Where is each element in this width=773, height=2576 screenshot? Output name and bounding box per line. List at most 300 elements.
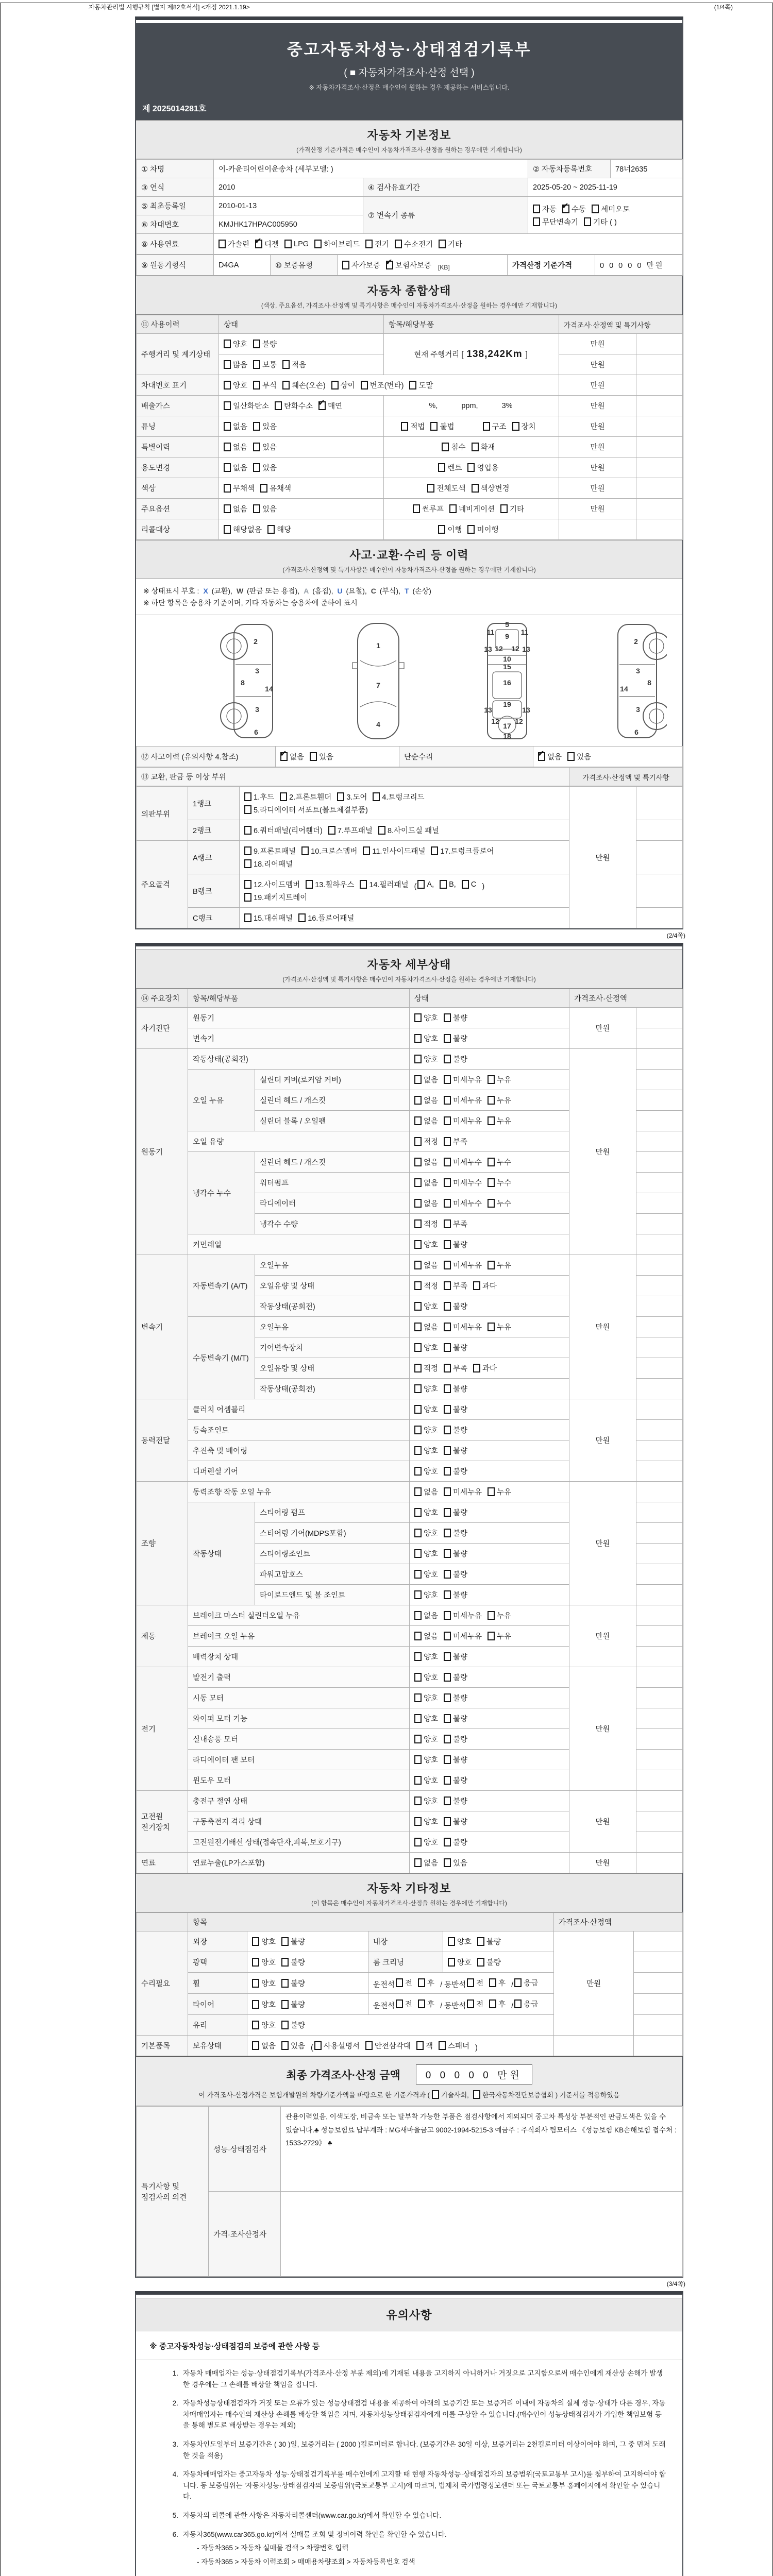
checkbox-option[interactable] bbox=[414, 1651, 438, 1662]
device-item: 원동기 bbox=[188, 1008, 410, 1028]
checkbox-label: 불량 bbox=[291, 2001, 306, 2009]
checkbox-option[interactable] bbox=[473, 1280, 497, 1291]
checkbox-option[interactable] bbox=[413, 503, 444, 514]
checkbox-option[interactable] bbox=[444, 1218, 467, 1229]
checkbox-option[interactable] bbox=[414, 1528, 438, 1538]
checkbox-option[interactable] bbox=[414, 1321, 438, 1332]
checkbox-option[interactable] bbox=[224, 483, 255, 494]
checkbox-option[interactable] bbox=[488, 1321, 511, 1332]
checkbox-option[interactable] bbox=[431, 845, 494, 856]
checkbox-option[interactable] bbox=[444, 1672, 467, 1683]
checkbox-box bbox=[488, 1178, 495, 1187]
checkbox-option[interactable] bbox=[444, 1301, 467, 1312]
checkbox-box bbox=[467, 525, 475, 534]
checkbox-label: 한국자동차진단보증협회 bbox=[482, 2091, 553, 2099]
checkbox-option[interactable] bbox=[444, 1404, 467, 1415]
checkbox-checked[interactable] bbox=[255, 239, 279, 249]
checkbox-option[interactable] bbox=[244, 845, 296, 856]
checkbox-option[interactable] bbox=[260, 483, 291, 494]
item-label: 유리 bbox=[188, 2015, 247, 2036]
checkbox-label: 적음 bbox=[292, 361, 307, 369]
checkbox-option[interactable] bbox=[252, 1999, 276, 2010]
checkbox-option[interactable] bbox=[253, 421, 277, 432]
checkbox-box bbox=[417, 880, 425, 889]
checkbox-option[interactable] bbox=[416, 2040, 433, 2051]
checkbox-option[interactable] bbox=[417, 880, 434, 889]
checkbox-option[interactable] bbox=[500, 503, 524, 514]
checkbox-option[interactable] bbox=[306, 879, 354, 890]
checkbox-option[interactable] bbox=[253, 442, 277, 452]
checkbox-option[interactable] bbox=[401, 421, 425, 432]
checkbox-option[interactable] bbox=[244, 825, 323, 836]
checkbox-box bbox=[414, 1611, 422, 1620]
checkbox-option[interactable] bbox=[488, 1260, 511, 1270]
checkbox-option[interactable] bbox=[365, 239, 389, 249]
checkbox-checked[interactable] bbox=[386, 260, 431, 270]
checkbox-option[interactable] bbox=[567, 751, 591, 762]
checkbox-option[interactable] bbox=[444, 1280, 467, 1291]
checkbox-option[interactable] bbox=[448, 1957, 472, 1968]
checkbox-option[interactable] bbox=[444, 1816, 467, 1827]
section-title: 자동차 종합상태 bbox=[367, 284, 451, 297]
checkbox-option[interactable] bbox=[533, 216, 578, 227]
checkbox-option[interactable] bbox=[244, 791, 274, 802]
checkbox-label: 무채색 bbox=[233, 485, 255, 493]
checkbox-option[interactable] bbox=[444, 1095, 482, 1106]
checkbox-option[interactable] bbox=[414, 1095, 438, 1106]
checkbox-option[interactable] bbox=[396, 1998, 412, 2009]
checkbox-option[interactable] bbox=[444, 1569, 467, 1580]
checkbox-option[interactable] bbox=[514, 1977, 538, 1988]
checkbox-option[interactable] bbox=[414, 1837, 438, 1848]
checkbox-option[interactable] bbox=[244, 879, 300, 890]
checkbox-label: 없음 bbox=[424, 1179, 439, 1188]
checkbox-option[interactable] bbox=[224, 359, 247, 370]
checkbox-box bbox=[253, 504, 260, 513]
checkbox-label: 기술사회, bbox=[441, 2091, 469, 2099]
checkbox-option[interactable] bbox=[252, 1936, 276, 1947]
checkbox-option[interactable] bbox=[414, 1342, 438, 1353]
checkbox-option[interactable] bbox=[414, 1569, 438, 1580]
checkbox-option[interactable] bbox=[314, 239, 360, 249]
remarks-cell bbox=[636, 416, 683, 437]
checkbox-label: 자동 bbox=[542, 205, 557, 214]
checkbox-box bbox=[500, 504, 508, 513]
checkbox-option[interactable] bbox=[467, 524, 498, 535]
mirror-icon bbox=[352, 663, 358, 669]
checkbox-option[interactable] bbox=[449, 503, 495, 514]
checkbox-label: 6.쿼터패널(리어휀더) bbox=[254, 827, 323, 835]
checkbox-option[interactable] bbox=[224, 503, 247, 514]
checkbox-option[interactable] bbox=[444, 1651, 467, 1662]
checkbox-option[interactable] bbox=[477, 1957, 501, 1968]
checkbox-option[interactable] bbox=[439, 2040, 469, 2051]
checkbox-option[interactable] bbox=[414, 1775, 438, 1786]
checkbox-label: 해당없음 bbox=[233, 526, 262, 534]
state-cell bbox=[247, 1994, 368, 2015]
checkbox-label: 적정 bbox=[424, 1282, 439, 1291]
checkbox-option[interactable] bbox=[342, 260, 380, 270]
checkbox-option[interactable] bbox=[253, 359, 277, 370]
checkbox-option[interactable] bbox=[444, 1383, 467, 1394]
checkbox-option[interactable] bbox=[488, 1095, 511, 1106]
checkbox-option[interactable] bbox=[331, 380, 355, 391]
checkbox-option[interactable] bbox=[414, 1548, 438, 1559]
checkbox-option[interactable] bbox=[414, 1631, 438, 1641]
checkbox-option[interactable] bbox=[444, 1136, 467, 1147]
checkbox-option[interactable] bbox=[489, 1977, 506, 1988]
checkbox-label: 1.후드 bbox=[254, 793, 275, 802]
checkbox-box bbox=[281, 1979, 289, 1988]
checkbox-option[interactable] bbox=[365, 2040, 411, 2051]
checkbox-option[interactable] bbox=[477, 1936, 501, 1947]
checkbox-option[interactable] bbox=[414, 1734, 438, 1744]
diagram-part-number: 11 bbox=[486, 628, 495, 636]
checkbox-box bbox=[252, 1937, 259, 1946]
checkbox-box bbox=[414, 1302, 422, 1311]
checkbox-option[interactable] bbox=[472, 442, 495, 452]
checkbox-label: 불량 bbox=[453, 1014, 468, 1023]
checkbox-label: 불량 bbox=[291, 1979, 306, 1988]
checkbox-option[interactable] bbox=[414, 1074, 438, 1085]
checkbox-box bbox=[414, 1714, 422, 1723]
checkbox-option[interactable] bbox=[467, 1977, 483, 1988]
checkbox-option[interactable] bbox=[414, 1363, 438, 1374]
state-cell bbox=[219, 437, 384, 457]
checkbox-box bbox=[281, 2000, 289, 2009]
checkbox-option[interactable] bbox=[444, 1054, 467, 1064]
checkbox-box bbox=[427, 484, 434, 493]
checkbox-option[interactable] bbox=[414, 1692, 438, 1703]
checkbox-box bbox=[224, 401, 231, 410]
checkbox-option[interactable] bbox=[414, 1507, 438, 1518]
checkbox-box bbox=[444, 1096, 451, 1105]
checkbox-option[interactable] bbox=[253, 503, 277, 514]
checkbox-option[interactable] bbox=[414, 1610, 438, 1621]
checkbox-option[interactable] bbox=[444, 1713, 467, 1724]
checkbox-option[interactable] bbox=[418, 1977, 434, 1988]
checkbox-option[interactable] bbox=[282, 380, 326, 391]
warranty-note: [KB] bbox=[438, 264, 450, 271]
checkbox-option[interactable] bbox=[281, 2040, 305, 2051]
checkbox-option[interactable] bbox=[444, 1260, 482, 1270]
remarks-cell bbox=[636, 1544, 683, 1564]
checkbox-option[interactable] bbox=[224, 380, 247, 391]
checkbox-option[interactable] bbox=[444, 1425, 467, 1435]
checkbox-checked[interactable] bbox=[538, 751, 562, 762]
inspector-opinion-text: 관용이력있음, 이색도장, 비금속 또는 탈부착 가능한 부품은 점검사항에서 제외되며 중고차 특성상 부분적인 판금도색은 있을 수 있습니다.♣ 성능보험료 납부계좌 : MG새마을금고 9002-1994-5215-3 예금주 : 주식회사 팀모터스 《성능보험 KB손해보험 접수처 : 1533-2729》 ♣ bbox=[281, 2107, 683, 2192]
checkbox-option[interactable] bbox=[414, 1280, 438, 1291]
checkbox-option[interactable] bbox=[284, 240, 309, 248]
col-state: 상태 bbox=[219, 315, 384, 334]
checkbox-box bbox=[512, 422, 519, 431]
checkbox-option[interactable] bbox=[373, 791, 424, 802]
checkbox-option[interactable] bbox=[489, 1998, 506, 2009]
checkbox-option[interactable] bbox=[444, 1445, 467, 1456]
checkbox-box bbox=[444, 1137, 451, 1146]
checkbox-option[interactable] bbox=[414, 1672, 438, 1683]
checkbox-option[interactable] bbox=[414, 1136, 438, 1147]
checkbox-box bbox=[488, 1632, 495, 1640]
checkbox-label: 렌트 bbox=[447, 464, 462, 472]
checkbox-box bbox=[444, 1714, 451, 1723]
checkbox-option[interactable] bbox=[444, 1177, 482, 1188]
checkbox-option[interactable] bbox=[244, 892, 307, 903]
checkbox-box bbox=[275, 401, 282, 410]
checkbox-option[interactable] bbox=[444, 1321, 482, 1332]
checkbox-option[interactable] bbox=[244, 804, 368, 815]
checkbox-label: 스패너 bbox=[447, 2042, 470, 2050]
checkbox-box bbox=[414, 1755, 422, 1764]
device-state bbox=[410, 1296, 569, 1317]
checkbox-label: 없음 bbox=[424, 1097, 439, 1105]
checkbox-label: 이행 bbox=[447, 526, 462, 534]
checkbox-checked[interactable] bbox=[280, 751, 304, 762]
checkbox-label: 색상변경 bbox=[480, 485, 510, 493]
checkbox-option[interactable] bbox=[472, 483, 510, 494]
device-state bbox=[410, 1358, 569, 1379]
checkbox-option[interactable] bbox=[444, 1775, 467, 1786]
checkbox-option[interactable] bbox=[414, 1033, 438, 1044]
checkbox-option[interactable] bbox=[444, 1507, 467, 1518]
notice-text: 자동차의 리콜에 관한 사항은 자동차리콜센터(www.car.go.kr)에서 확인할 수 있습니다. bbox=[183, 2511, 442, 2519]
checkbox-option[interactable] bbox=[414, 1115, 438, 1126]
status-code-letter: U bbox=[337, 587, 343, 595]
checkbox-option[interactable] bbox=[473, 1363, 497, 1374]
checkbox-option[interactable] bbox=[488, 1177, 511, 1188]
checkbox-option[interactable] bbox=[444, 1342, 467, 1353]
checkbox-option[interactable] bbox=[439, 239, 462, 249]
checkbox-option[interactable] bbox=[361, 380, 404, 391]
checkbox-option[interactable] bbox=[448, 1936, 472, 1947]
checkbox-box bbox=[224, 525, 231, 534]
checkbox-option[interactable] bbox=[444, 1157, 482, 1167]
checkbox-option[interactable] bbox=[281, 1936, 305, 1947]
checkbox-label: C bbox=[470, 880, 477, 889]
checkbox-option[interactable] bbox=[363, 845, 425, 856]
checkbox-option[interactable] bbox=[418, 1998, 434, 2009]
checkbox-label: 양호 bbox=[424, 1385, 439, 1394]
checkbox-option[interactable] bbox=[244, 912, 293, 923]
checkbox-option[interactable] bbox=[444, 1610, 482, 1621]
checkbox-option[interactable] bbox=[444, 1198, 482, 1209]
checkbox-option[interactable] bbox=[244, 858, 293, 869]
checkbox-label: 양호 bbox=[424, 1653, 439, 1662]
checkbox-option[interactable] bbox=[360, 879, 408, 890]
checkbox-option[interactable] bbox=[224, 524, 262, 535]
checkbox-option[interactable] bbox=[414, 1239, 438, 1250]
checkbox-box bbox=[298, 913, 306, 922]
checkbox-option[interactable] bbox=[414, 1816, 438, 1827]
checkbox-box bbox=[401, 422, 408, 431]
rank-items bbox=[240, 841, 569, 874]
rank-items bbox=[240, 787, 569, 820]
checkbox-option[interactable] bbox=[444, 1548, 467, 1559]
checkbox-option[interactable] bbox=[414, 1445, 438, 1456]
checkbox-option[interactable] bbox=[395, 239, 433, 249]
checkbox-option[interactable] bbox=[473, 2090, 553, 2099]
section-basic-info bbox=[136, 120, 682, 159]
checkbox-checked[interactable] bbox=[562, 204, 586, 214]
checkbox-option[interactable] bbox=[414, 1218, 438, 1229]
remarks-cell bbox=[636, 1358, 683, 1379]
checkbox-option[interactable] bbox=[467, 1998, 483, 2009]
checkbox-option[interactable] bbox=[219, 239, 249, 249]
checkbox-option[interactable] bbox=[467, 462, 498, 473]
checkbox-option[interactable] bbox=[592, 204, 630, 214]
checkbox-option[interactable] bbox=[275, 400, 313, 411]
checkbox-option[interactable] bbox=[444, 1528, 467, 1538]
device-item: 워터펌프 bbox=[255, 1173, 410, 1193]
checkbox-option[interactable] bbox=[444, 1837, 467, 1848]
checkbox-option[interactable] bbox=[444, 1631, 482, 1641]
checkbox-option[interactable] bbox=[414, 1301, 438, 1312]
checkbox-checked[interactable] bbox=[318, 400, 342, 411]
checkbox-option[interactable] bbox=[396, 1977, 412, 1988]
checkbox-option[interactable] bbox=[440, 880, 456, 889]
checkbox-option[interactable] bbox=[514, 1998, 538, 2009]
checkbox-option[interactable] bbox=[337, 791, 367, 802]
checkbox-option[interactable] bbox=[253, 338, 277, 349]
checkbox-option[interactable] bbox=[281, 2020, 305, 2030]
checkbox-option[interactable] bbox=[444, 1033, 467, 1044]
checkbox-option[interactable] bbox=[438, 524, 462, 535]
checkbox-label: 침수 bbox=[451, 444, 466, 452]
part-cell bbox=[384, 478, 559, 499]
checkbox-option[interactable] bbox=[488, 1074, 511, 1085]
checkbox-option[interactable] bbox=[438, 462, 462, 473]
checkbox-option[interactable] bbox=[281, 1957, 305, 1968]
checkbox-option[interactable] bbox=[378, 825, 439, 836]
checkbox-option[interactable] bbox=[488, 1631, 511, 1641]
checkbox-option[interactable] bbox=[444, 1486, 482, 1497]
checkbox-option[interactable] bbox=[444, 1363, 467, 1374]
checkbox-option[interactable] bbox=[462, 880, 476, 889]
checkbox-option[interactable] bbox=[488, 1157, 511, 1167]
checkbox-option[interactable] bbox=[414, 1795, 438, 1806]
checkbox-option[interactable] bbox=[444, 1012, 467, 1023]
checkbox-option[interactable] bbox=[414, 1260, 438, 1270]
form-meta-row bbox=[89, 3, 733, 11]
checkbox-box bbox=[444, 1364, 451, 1372]
checkbox-option[interactable] bbox=[253, 462, 277, 473]
checkbox-option[interactable] bbox=[224, 462, 247, 473]
checkbox-option[interactable] bbox=[224, 421, 247, 432]
checkbox-box bbox=[444, 1302, 451, 1311]
checkbox-option[interactable] bbox=[432, 2090, 469, 2099]
checkbox-box bbox=[414, 1178, 422, 1187]
checkbox-label: 누유 bbox=[497, 1612, 512, 1620]
device-item: 시동 모터 bbox=[188, 1688, 410, 1708]
checkbox-option[interactable] bbox=[512, 421, 536, 432]
checkbox-option[interactable] bbox=[444, 1115, 482, 1126]
checkbox-option[interactable] bbox=[414, 1177, 438, 1188]
checkbox-option[interactable] bbox=[444, 1795, 467, 1806]
checkbox-label: 불량 bbox=[453, 1468, 468, 1476]
checkbox-option[interactable] bbox=[252, 1978, 276, 1989]
checkbox-option[interactable] bbox=[444, 1466, 467, 1477]
device-item: 오일 유량 bbox=[188, 1131, 410, 1152]
checkbox-option[interactable] bbox=[414, 1012, 438, 1023]
checkbox-option[interactable] bbox=[414, 1404, 438, 1415]
diagram-part-number: 14 bbox=[620, 685, 628, 693]
checkbox-option[interactable] bbox=[444, 1692, 467, 1703]
checkbox-option[interactable] bbox=[444, 1074, 482, 1085]
col-empty bbox=[137, 1913, 188, 1931]
checkbox-option[interactable] bbox=[310, 751, 333, 762]
checkbox-option[interactable] bbox=[444, 1734, 467, 1744]
checkbox-option[interactable] bbox=[488, 1486, 511, 1497]
checkbox-option[interactable] bbox=[224, 338, 247, 349]
checkbox-option[interactable] bbox=[444, 1589, 467, 1600]
checkbox-option[interactable] bbox=[282, 359, 306, 370]
price-cell: 만원 bbox=[569, 1008, 636, 1049]
checkbox-option[interactable] bbox=[414, 1157, 438, 1167]
checkbox-option[interactable] bbox=[224, 400, 269, 411]
checkbox-option[interactable] bbox=[328, 825, 373, 836]
checkbox-option[interactable] bbox=[488, 1115, 511, 1126]
remarks-cell bbox=[636, 1667, 683, 1688]
checkbox-box bbox=[438, 525, 445, 534]
price-cell: 만원 bbox=[559, 437, 636, 457]
checkbox-option[interactable] bbox=[414, 1383, 438, 1394]
checkbox-option[interactable] bbox=[483, 421, 507, 432]
status-code-letter: A bbox=[304, 587, 309, 595]
checkbox-option[interactable] bbox=[414, 1486, 438, 1497]
device-state bbox=[410, 1626, 569, 1647]
checkbox-option[interactable] bbox=[298, 912, 354, 923]
checkbox-option[interactable] bbox=[414, 1857, 438, 1868]
checkbox-option[interactable] bbox=[414, 1198, 438, 1209]
checkbox-option[interactable] bbox=[414, 1054, 438, 1064]
checkbox-label: 누유 bbox=[497, 1076, 512, 1084]
checkbox-option[interactable] bbox=[414, 1466, 438, 1477]
checkbox-option[interactable] bbox=[314, 2040, 360, 2051]
checkbox-option[interactable] bbox=[280, 791, 331, 802]
checkbox-option[interactable] bbox=[252, 1957, 276, 1968]
checkbox-box bbox=[414, 1817, 422, 1826]
checkbox-option[interactable] bbox=[414, 1754, 438, 1765]
reg-no-label: ② 자동차등록번호 bbox=[528, 160, 611, 178]
checkbox-option[interactable] bbox=[414, 1589, 438, 1600]
checkbox-option[interactable] bbox=[444, 1239, 467, 1250]
checkbox-option[interactable] bbox=[252, 2020, 276, 2030]
checkbox-option[interactable] bbox=[252, 2040, 276, 2051]
checkbox-option[interactable] bbox=[414, 1425, 438, 1435]
checkbox-option[interactable] bbox=[430, 421, 454, 432]
notice-number: 2. bbox=[172, 2399, 178, 2408]
checkbox-option[interactable] bbox=[281, 1978, 305, 1989]
checkbox-option[interactable] bbox=[442, 442, 465, 452]
checkbox-option[interactable] bbox=[584, 216, 617, 227]
checkbox-option[interactable] bbox=[253, 380, 277, 391]
checkbox-label: 불량 bbox=[453, 1509, 468, 1517]
device-item: 발전기 출력 bbox=[188, 1667, 410, 1688]
checkbox-option[interactable] bbox=[444, 1754, 467, 1765]
checkbox-option[interactable] bbox=[267, 524, 291, 535]
checkbox-option[interactable] bbox=[488, 1610, 511, 1621]
checkbox-option[interactable] bbox=[409, 380, 433, 391]
checkbox-option[interactable] bbox=[427, 483, 465, 494]
checkbox-option[interactable] bbox=[488, 1198, 511, 1209]
checkbox-option[interactable] bbox=[301, 845, 357, 856]
checkbox-option[interactable] bbox=[533, 204, 557, 214]
checkbox-option[interactable] bbox=[281, 1999, 305, 2010]
checkbox-option[interactable] bbox=[444, 1857, 467, 1868]
checkbox-option[interactable] bbox=[414, 1713, 438, 1724]
checkbox-box bbox=[365, 240, 373, 248]
checkbox-option[interactable] bbox=[224, 442, 247, 452]
